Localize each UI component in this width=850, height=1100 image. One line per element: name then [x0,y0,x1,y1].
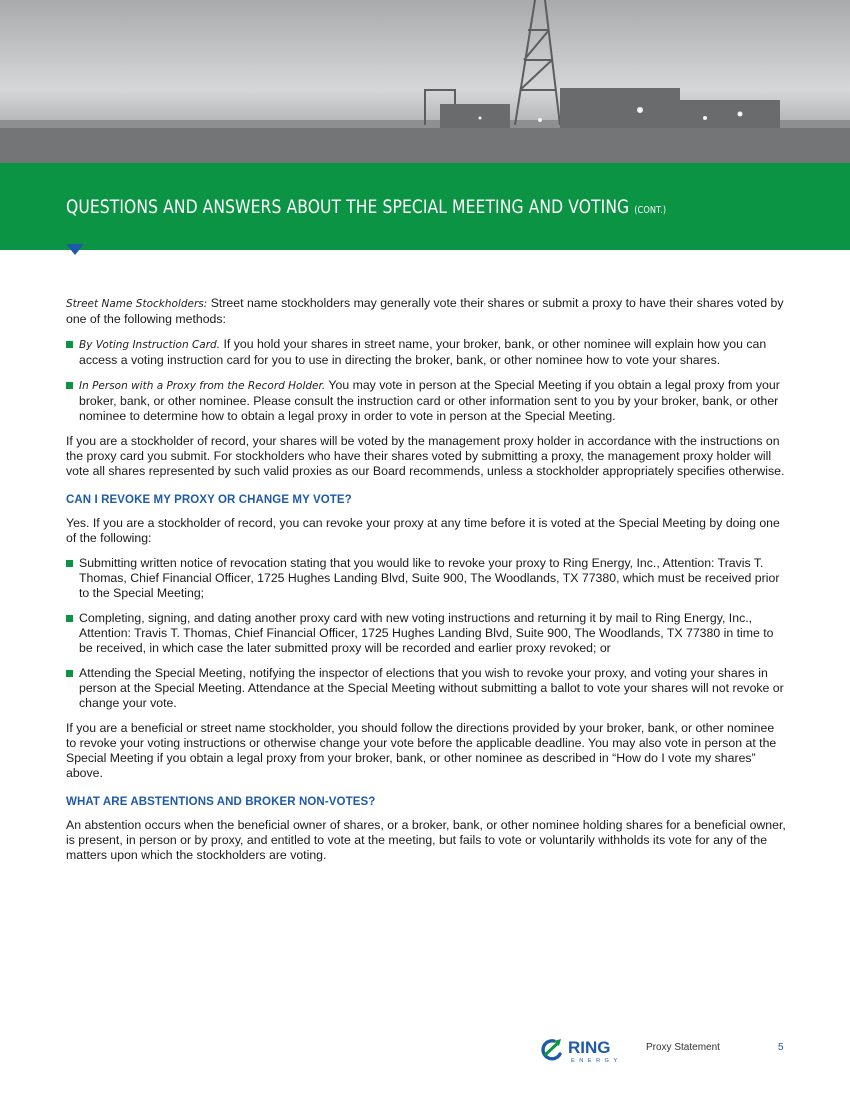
list-item-lead: In Person with a Proxy from the Record Holder. [79,380,326,392]
bullet-square-icon [66,341,73,348]
ring-energy-logo [540,1035,626,1063]
bullet-square-icon [66,670,73,677]
abstentions-heading: WHAT ARE ABSTENTIONS AND BROKER NON-VOTES? [66,796,376,808]
page-title [66,196,666,218]
list-item-text: Attending the Special Meeting, notifying the inspector of elections that you wish to revoke your proxy, and voting your shares in person at the Special Meeting. Attendance at the Special Meeting without submitting a ballot to vote your shares will not revoke or change your vote. [79,666,784,710]
header-photo-oil-rig [0,0,850,163]
list-item [66,337,786,368]
revoke-heading: CAN I REVOKE MY PROXY OR CHANGE MY VOTE? [66,494,352,506]
logo-word: RING [568,1038,611,1057]
list-item [66,556,786,601]
revoke-intro: Yes. If you are a stockholder of record, you can revoke your proxy at any time before it is voted at the Special Meeting by doing one of the following: [66,516,780,545]
abstentions-paragraph: An abstention occurs when the beneficial owner of shares, or a broker, bank, or other nominee holding shares for a beneficial owner, is present, in person or by proxy, and entitled to vote at the meeting, but fails to vote or voluntarily withholds its vote for any of the matters upon which the stockholders are voting. [66,818,786,862]
list-item-lead: By Voting Instruction Card. [79,339,221,351]
bullet-square-icon [66,615,73,622]
record-holder-paragraph: If you are a stockholder of record, your shares will be voted by the management proxy holder in accordance with the instructions on the proxy card you submit. For stockholders who have their shares voted by submitting a proxy, the management proxy holder will vote all shares represented by such valid proxies as our Board recommends, unless a stockholder appropriately specifies otherwise. [66,434,785,478]
list-item-text: Submitting written notice of revocation stating that you would like to revoke your proxy to Ring Energy, Inc., Attention: Travis T. Thomas, Chief Financial Officer, 1725 Hughes Landing Blvd, Suite 900, The Woodlands, TX 77380, which must be received prior to the Special Meeting; [79,556,780,600]
bullet-square-icon [66,382,73,389]
page-title-suffix: (CONT.) [634,205,667,216]
intro-paragraph [66,296,786,327]
page-title-text: QUESTIONS AND ANSWERS ABOUT THE SPECIAL MEETING AND VOTING [66,196,630,218]
logo-subword: ENERGY [571,1058,622,1063]
list-item [66,666,786,711]
list-item [66,611,786,656]
list-item-text: Completing, signing, and dating another proxy card with new voting instructions and returning it by mail to Ring Energy, Inc., Attention: Travis T. Thomas, Chief Financial Officer, 1725 Hughes Landing Blvd, Suite 900, The Woodlands, TX 77380 in time to be received, in which case the later submitted proxy will be recorded and earlier proxy revoked; or [79,611,774,655]
footer-label: Proxy Statement [646,1042,720,1053]
beneficial-holder-paragraph: If you are a beneficial or street name stockholder, you should follow the directions provided by your broker, bank, or other nominee to revoke your voting instructions or otherwise change your vote before the applicable deadline. You may also vote in person at the Special Meeting if you obtain a legal proxy from your broker, bank, or other nominee as described in “How do I vote my shares” above. [66,721,777,780]
document-body [66,296,786,873]
intro-lead: Street Name Stockholders: [66,298,208,310]
bullet-square-icon [66,560,73,567]
list-item-text: You may vote in person at the Special Meeting if you obtain a legal proxy from your broker, bank, or other nominee. Please consult the instruction card or other information sent to you by your broker, bank, or other nominee to determine how to obtain a legal proxy in order to vote in person at the Special Meeting. [79,378,780,423]
page-number: 5 [778,1042,784,1053]
list-item-text: If you hold your shares in street name, your broker, bank, or other nominee will explain how you can access a voting instruction card for you to use in directing the broker, bank, or other nominee how to vote your shares. [79,337,767,367]
pointer-triangle-icon [66,244,84,255]
list-item [66,378,786,424]
intro-text: Street name stockholders may generally vote their shares or submit a proxy to have their shares voted by one of the following methods: [66,296,784,326]
